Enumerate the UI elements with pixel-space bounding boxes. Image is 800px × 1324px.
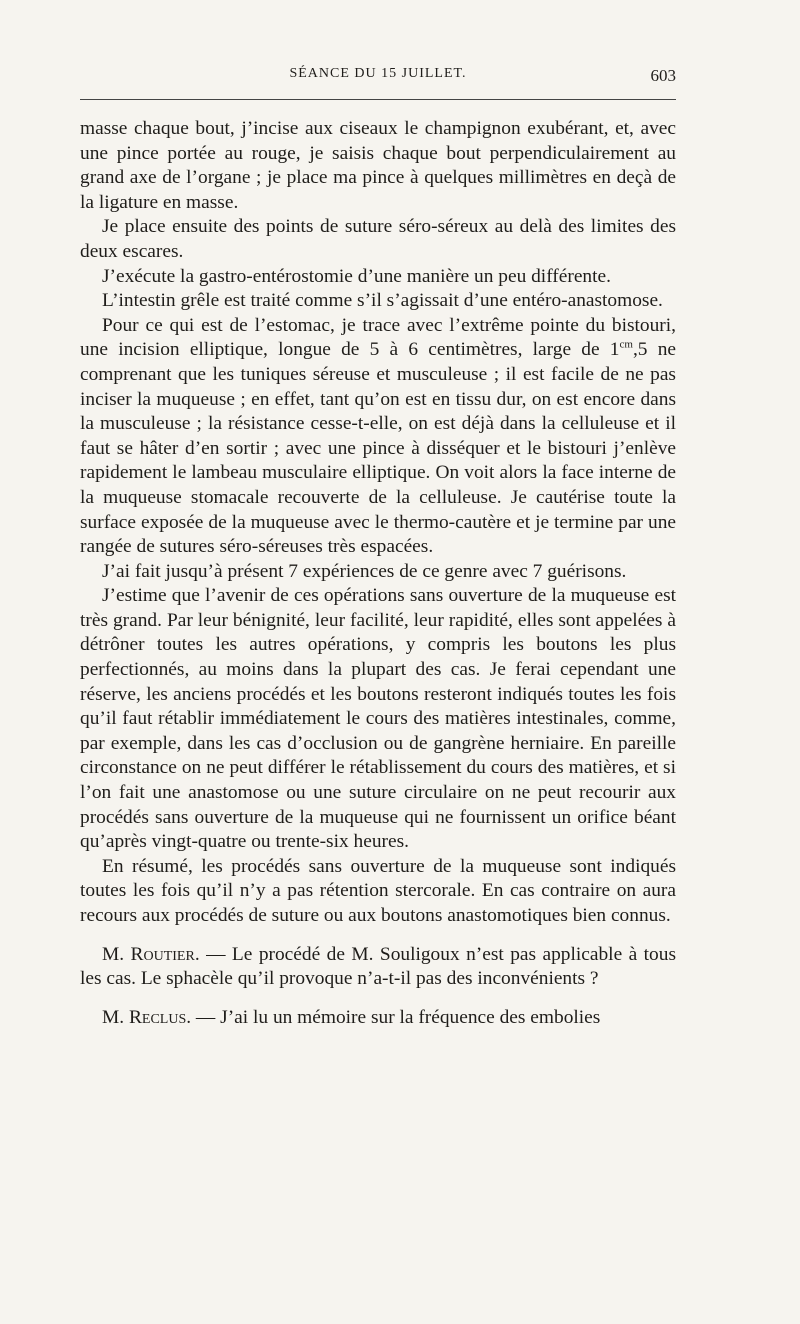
speaker-prefix: M. <box>102 943 125 965</box>
page-number: 603 <box>650 66 676 85</box>
paragraph: J’ai fait jusqu’à présent 7 expériences de ce genre avec 7 guérisons. <box>102 560 627 582</box>
paragraph: J’estime que l’avenir de ces opérations sans ouverture de la muqueuse est très grand. Par leur bénignité, leur facilité, leur rapidité, elles sont appelées à détrôner toutes les autres opérations, y compris les boutons les plus perfectionnés, au moins dans la plupart des cas. Je ferai cependant une réserve, les anciens procédés et les boutons resteront indiqués toutes les fois qu’il faut rétablir immédiatement le cours des matières intestinales, comme, par exemple, dans les cas d’occlusion ou de gangrène herniaire. En pareille circonstance on ne peut différer le rétablissement du cours des matières, et si l’on fait une anastomose ou une suture circulaire on ne peut recourir aux procédés sans ouverture de la muqueuse qui ne fournissent un orifice béant qu’après vingt-quatre ou trente-six heures. <box>80 585 676 853</box>
paragraph-with-unit <box>80 314 676 560</box>
body-text <box>80 117 676 1030</box>
speaker-name: Reclus <box>128 1006 187 1028</box>
paragraph-text: il est facile de ne pas inciser la muqueuse ; en effet, tant qu’on est en tissu dur, on est encore dans la musculeuse ; la résistance cesse-t-elle, on est déjà dans la celluleuse et il faut se hâter d’en sortir ; avec une pince à disséquer et le bistouri j’enlève rapidement le lambeau musculaire elliptique. On voit alors la face interne de la muqueuse stomacale recouverte de la celluleuse. Je cautérise toute la surface exposée de la muqueuse avec le thermo-cautère et je termine par une rangée de sutures séro-séreuses très espacées. <box>80 363 676 558</box>
speech-reclus <box>80 1006 676 1031</box>
speaker-name: Routier <box>130 943 195 965</box>
paragraph: Je place ensuite des points de suture séro-séreux au delà des limites des deux escares. <box>80 216 676 262</box>
speech-text: . — Le procédé de M. Souligoux n’est pas applicable à tous les cas. Le sphacèle qu’il provoque n’a-t-il pas des inconvénients ? <box>80 943 676 990</box>
running-head: SÉANCE DU 15 JUILLET. <box>289 66 467 81</box>
paragraph: En résumé, les procédés sans ouverture de la muqueuse sont indiqués toutes les fois qu’il n’y a pas rétention stercorale. En cas contraire on aura recours aux procédés de suture ou aux boutons anastomotiques bien connus. <box>80 855 676 926</box>
paragraph: J’exécute la gastro-entérostomie d’une manière un peu différente. <box>102 265 611 287</box>
speech-routier <box>80 943 676 992</box>
paragraph-text: Pour ce qui est de l’estomac, je trace avec l’extrême pointe du bistouri, une incision elliptique, longue de 5 à 6 centimètres, large de 1 <box>80 314 676 361</box>
unit-superscript: cm <box>619 338 633 351</box>
paragraph: masse chaque bout, j’incise aux ciseaux le champignon exubérant, et, avec une pince portée au rouge, je saisis chaque bout perpendiculairement au grand axe de l’organe ; je place ma pince à quelques millimètres en deçà de la ligature en masse. <box>80 118 676 213</box>
paragraph-text: ,5 ne comprenant que les tuniques séreuse et musculeuse ; <box>80 339 676 385</box>
paragraph: L’intestin grêle est traité comme s’il s’agissait d’une entéro-anastomose. <box>102 290 663 312</box>
speaker-prefix: M. <box>102 1006 125 1028</box>
page-header <box>80 66 676 88</box>
speech-text: . — J’ai lu un mémoire sur la fréquence des embolies <box>186 1006 601 1028</box>
header-rule <box>80 99 676 100</box>
